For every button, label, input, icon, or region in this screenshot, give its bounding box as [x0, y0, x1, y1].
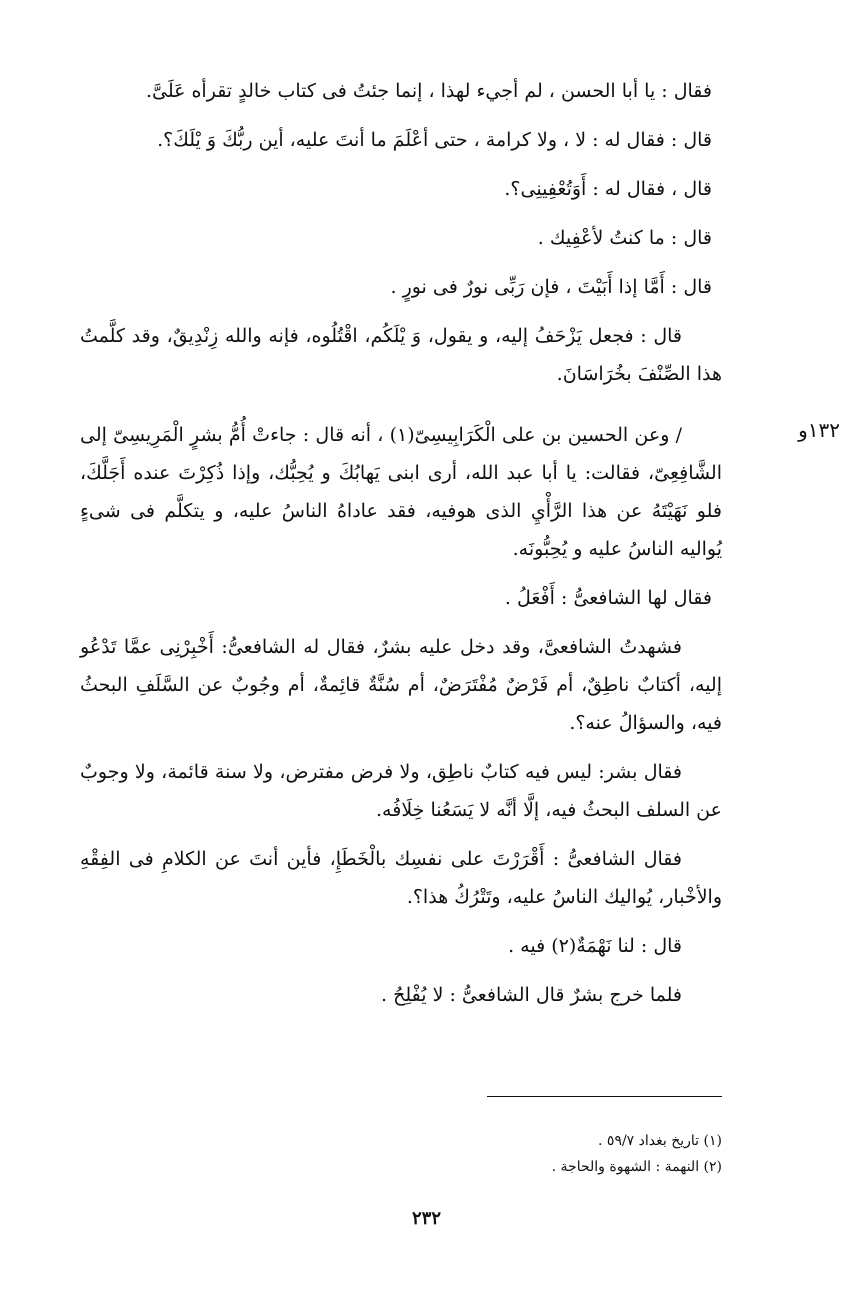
paragraph: فلما خرج بشرٌ قال الشافعىُّ : لا يُفْلِحُ . [381, 984, 682, 1006]
footnote: (١) تاريخ بغداد ٥٩/٧ . [598, 1133, 722, 1149]
footnote: (٢) النهمة : الشهوة والحاجة . [551, 1159, 722, 1175]
paragraph: قال : لنا نَهْمَةٌ(٢) فيه . [508, 935, 682, 957]
paragraph: قال : أَمَّا إذا أَبَيْتَ ، فإن رَبِّى نورٌ فى نورٍ . [390, 276, 712, 298]
paragraph: فشهدتُ الشافعىَّ، وقد دخل عليه بشرٌ، فقال له الشافعىُّ: أَخْبِرْنِى عمَّا تَدْعُو إليه، أكتابٌ ناطِقٌ، أم فَرْضٌ مُفْتَرَضٌ، أم سُنَّةٌ قائِمةٌ، أم وجُوبٌ عن السَّلَفِ البحثُ فيه، والسؤالُ عنه؟. [80, 636, 722, 734]
footnote-separator [487, 1096, 722, 1097]
paragraph: فقال : يا أبا الحسن ، لم أجيء لهذا ، إنما جئتُ فى كتاب خالدٍ تقرأه عَلَىَّ. [145, 80, 712, 102]
paragraph: قال : فجعل يَزْحَفُ إليه، و يقول، وَ يْلَكُم، اقْتُلُوه، فإنه والله زِنْدِيقٌ، وقد كلَّمتُ هذا الصِّنْفَ بخُرَاسَانَ. [80, 325, 722, 385]
margin-folio-reference: ١٣٢و [798, 418, 840, 442]
paragraph: قال : فقال له : لا ، ولا كرامة ، حتى أعْلَمَ ما أنتَ عليه، أين ربُّكَ وَ يْلَكَ؟. [157, 129, 712, 151]
paragraph: / وعن الحسين بن على الْكَرَابِيسِىّ(١) ، أنه قال : جاءتْ أُمُّ بشرٍ الْمَرِيسِىّ إلى الشَّافِعِىّ، فقالت: يا أبا عبد الله، أرى ابنى يَهابُكَ و يُحِبُّك، وإذا ذُكِرْتَ عنده أَجَلَّكَ، فلو نَهَيْتَهُ عن هذا الرَّأْيِ الذى هوفيه، فقد عاداهُ الناسُ عليه، و يتكلَّم فى شىءٍ يُواليه الناسُ عليه و يُحِبُّونَه. [80, 424, 722, 560]
footnotes [300, 1128, 722, 1180]
paragraph: قال ، فقال له : أَوَتُعْفِينِى؟. [504, 178, 712, 200]
paragraph: فقال بشر: ليس فيه كتابٌ ناطِق، ولا فرض مفترض، ولا سنة قائمة، ولا وجوبٌ عن السلف البحثُ فيه، إلَّا أنَّه لا يَسَعُنا خِلَافُه. [80, 761, 722, 821]
page-number: ٢٣٢ [411, 1208, 441, 1229]
paragraph: قال : ما كنتُ لأعْفِيك . [537, 227, 712, 249]
paragraph: فقال الشافعىُّ : أَقْرَرْتَ على نفسِك بالْخَطَإِ، فأين أنتَ عن الكلامِ فى الفِقْهِ والأخْبار، يُواليك الناسُ عليه، وتَتْرُكُ هذا؟. [80, 848, 722, 908]
paragraph: فقال لها الشافعىُّ : أَفْعَلُ . [504, 587, 712, 609]
main-text [80, 72, 722, 1025]
